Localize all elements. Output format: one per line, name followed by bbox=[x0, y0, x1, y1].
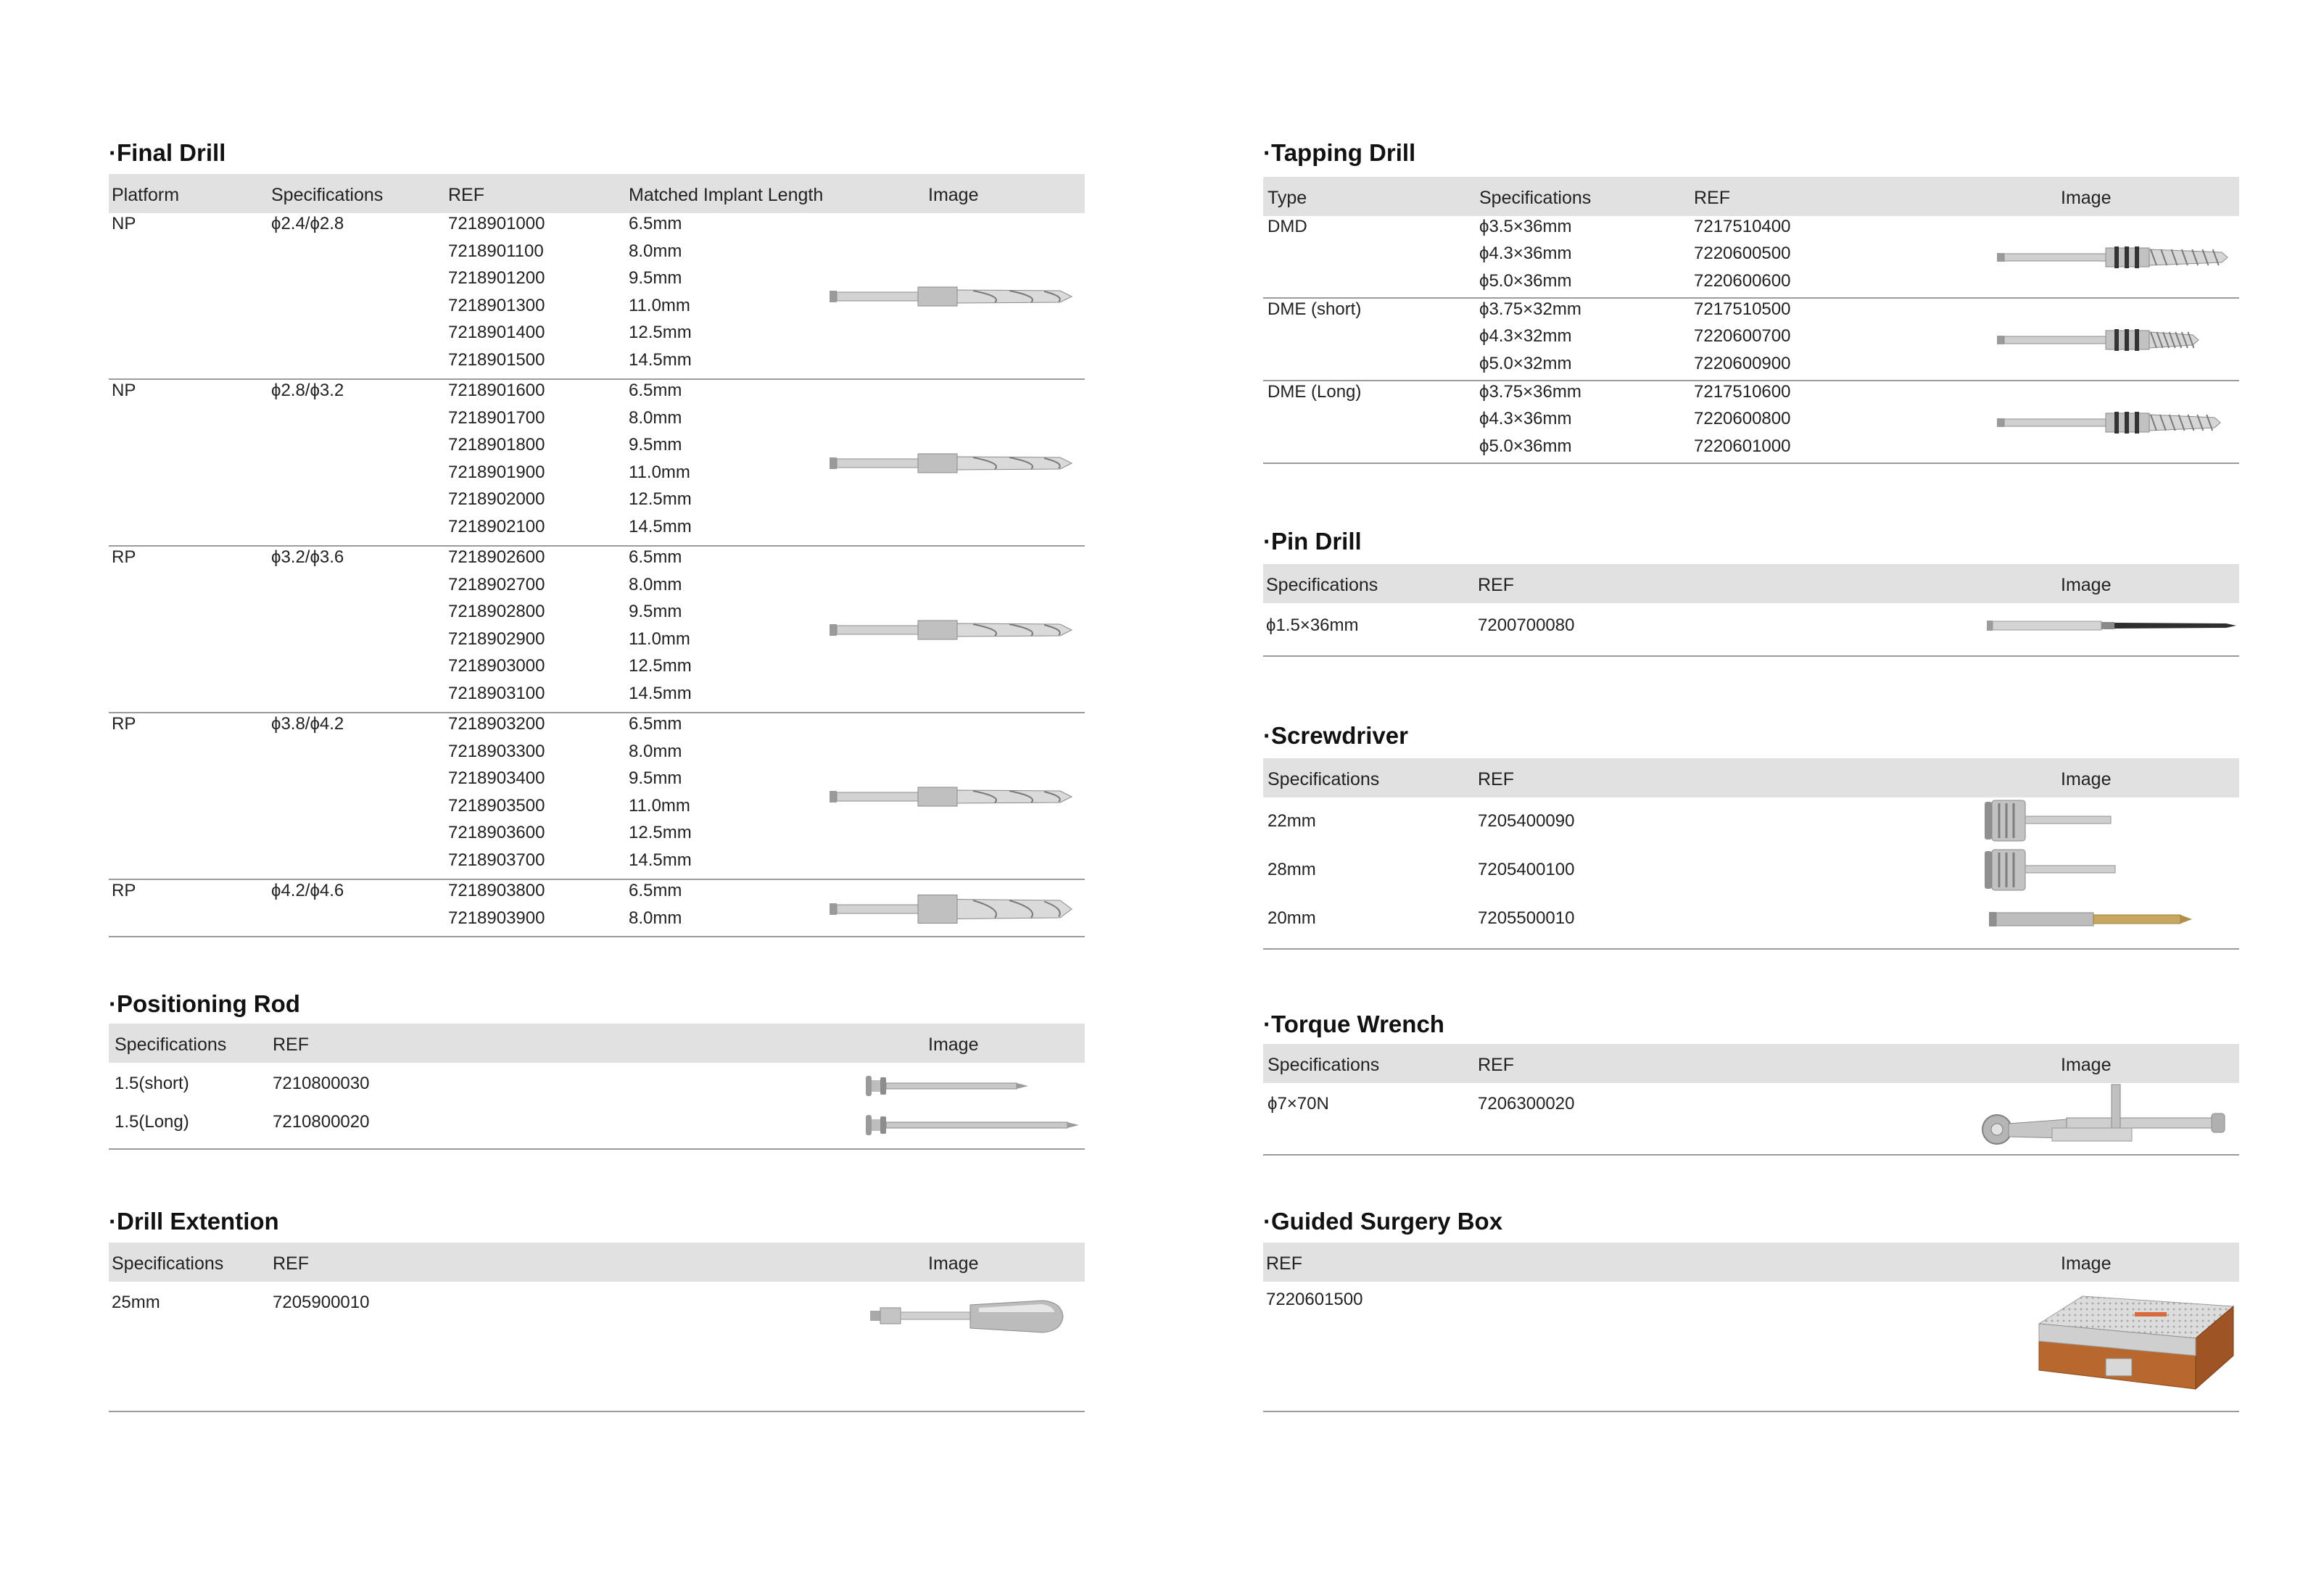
platform-cell: RP bbox=[112, 881, 136, 900]
ref-cell: 7218903300 bbox=[448, 742, 545, 761]
type-cell: DME (short) bbox=[1268, 299, 1362, 319]
torque-wrench-icon bbox=[1980, 1085, 2230, 1150]
tapping-drill-icon bbox=[1997, 322, 2236, 358]
surgery-box-icon bbox=[2026, 1289, 2236, 1409]
tapping-drill-icon bbox=[1997, 405, 2236, 441]
header-specifications: Specifications bbox=[1268, 1055, 1380, 1075]
ref-cell: 7205400100 bbox=[1478, 860, 1575, 879]
ref-cell: 7205400090 bbox=[1478, 811, 1575, 831]
surgical-drill-icon bbox=[828, 608, 1075, 652]
header-image: Image bbox=[2061, 1055, 2112, 1075]
ref-cell: 7220601500 bbox=[1266, 1290, 1363, 1309]
table-header bbox=[109, 174, 1085, 213]
table-header bbox=[109, 1024, 1085, 1063]
header-ref: REF bbox=[1478, 575, 1514, 595]
header-image: Image bbox=[2061, 575, 2112, 595]
ref-cell: 7217510600 bbox=[1694, 382, 1791, 402]
ref-cell: 7220600500 bbox=[1694, 244, 1791, 263]
header-specifications: Specifications bbox=[1479, 188, 1592, 208]
length-cell: 9.5mm bbox=[629, 268, 682, 288]
length-cell: 9.5mm bbox=[629, 435, 682, 455]
ref-cell: 7218902600 bbox=[448, 547, 545, 567]
ref-cell: 7218902800 bbox=[448, 602, 545, 621]
ref-cell: 7218902000 bbox=[448, 489, 545, 509]
ref-cell: 7218901800 bbox=[448, 435, 545, 455]
ref-cell: 7218903000 bbox=[448, 656, 545, 676]
spec-cell: 25mm bbox=[112, 1293, 160, 1312]
length-cell: 11.0mm bbox=[629, 796, 690, 816]
ref-cell: 7217510500 bbox=[1694, 299, 1791, 319]
header-ref: REF bbox=[273, 1253, 309, 1274]
spec-cell: ϕ4.3×32mm bbox=[1479, 326, 1572, 346]
spec-cell: 1.5(short) bbox=[115, 1074, 189, 1093]
tapping-drill-group bbox=[1263, 299, 2239, 381]
header-specifications: Specifications bbox=[112, 1253, 224, 1274]
surgical-drill-icon bbox=[828, 275, 1075, 318]
ref-cell: 7218903700 bbox=[448, 850, 545, 870]
surgical-drill-icon bbox=[828, 887, 1075, 931]
ref-cell: 7220601000 bbox=[1694, 436, 1791, 456]
length-cell: 14.5mm bbox=[629, 517, 692, 536]
tapping-drill-group bbox=[1263, 381, 2239, 464]
length-cell: 9.5mm bbox=[629, 602, 682, 621]
ref-cell: 7210800030 bbox=[273, 1074, 370, 1093]
type-cell: DME (Long) bbox=[1268, 382, 1362, 402]
header-specifications: Specifications bbox=[1266, 575, 1378, 595]
ref-cell: 7205900010 bbox=[273, 1293, 370, 1312]
ref-cell: 7218903900 bbox=[448, 908, 545, 928]
ref-cell: 7218901100 bbox=[448, 241, 544, 261]
final-drill-group bbox=[109, 880, 1085, 937]
final-drill-group bbox=[109, 380, 1085, 547]
spec-cell: 1.5(Long) bbox=[115, 1112, 189, 1132]
ref-cell: 7218901700 bbox=[448, 408, 545, 428]
spec-cell: ϕ4.3×36mm bbox=[1479, 409, 1572, 428]
length-cell: 6.5mm bbox=[629, 214, 682, 233]
ref-cell: 7218903600 bbox=[448, 823, 545, 842]
header-ref: REF bbox=[1478, 769, 1514, 789]
length-cell: 6.5mm bbox=[629, 881, 682, 900]
table-header bbox=[1263, 758, 2239, 797]
length-cell: 12.5mm bbox=[629, 489, 692, 509]
ref-cell: 7218903800 bbox=[448, 881, 545, 900]
ref-cell: 7218903200 bbox=[448, 714, 545, 734]
header-image: Image bbox=[928, 185, 979, 205]
ref-cell: 7218901200 bbox=[448, 268, 545, 288]
length-cell: 8.0mm bbox=[629, 908, 682, 928]
section-title: ·Screwdriver bbox=[1263, 722, 1408, 749]
header-specifications: Specifications bbox=[271, 185, 384, 205]
section-bottom-line bbox=[109, 1411, 1085, 1412]
positioning-rod-icon bbox=[863, 1071, 1080, 1144]
section-title: ·Pin Drill bbox=[1263, 528, 1362, 555]
spec-cell: ϕ4.2/ϕ4.6 bbox=[271, 881, 344, 900]
table-header bbox=[1263, 1243, 2239, 1282]
ref-cell: 7217510400 bbox=[1694, 217, 1791, 236]
length-cell: 9.5mm bbox=[629, 768, 682, 788]
length-cell: 14.5mm bbox=[629, 684, 692, 703]
surgical-drill-icon bbox=[828, 775, 1075, 818]
header-image: Image bbox=[2061, 188, 2112, 208]
ref-cell: 7218903400 bbox=[448, 768, 545, 788]
ref-cell: 7218902900 bbox=[448, 629, 545, 649]
length-cell: 12.5mm bbox=[629, 323, 692, 342]
spec-cell: ϕ2.4/ϕ2.8 bbox=[271, 214, 344, 233]
spec-cell: ϕ3.5×36mm bbox=[1479, 217, 1572, 236]
ref-cell: 7218902700 bbox=[448, 575, 545, 594]
pin-drill-icon bbox=[1987, 615, 2237, 636]
length-cell: 14.5mm bbox=[629, 350, 692, 370]
spec-cell: ϕ3.75×32mm bbox=[1479, 299, 1581, 319]
spec-cell: 22mm bbox=[1268, 811, 1316, 831]
length-cell: 6.5mm bbox=[629, 381, 682, 400]
section-bottom-line bbox=[1263, 948, 2239, 950]
ref-cell: 7210800020 bbox=[273, 1112, 370, 1132]
ref-cell: 7218901600 bbox=[448, 381, 545, 400]
header-matched-length: Matched Implant Length bbox=[629, 185, 824, 205]
ref-cell: 7220600600 bbox=[1694, 271, 1791, 291]
platform-cell: NP bbox=[112, 214, 136, 233]
spec-cell: 20mm bbox=[1268, 908, 1316, 928]
ref-cell: 7200700080 bbox=[1478, 615, 1575, 635]
final-drill-group bbox=[109, 713, 1085, 880]
spec-cell: ϕ3.8/ϕ4.2 bbox=[271, 714, 344, 734]
header-ref: REF bbox=[1694, 188, 1730, 208]
header-ref: REF bbox=[273, 1034, 309, 1055]
spec-cell: ϕ5.0×36mm bbox=[1479, 271, 1572, 291]
table-header bbox=[1263, 564, 2239, 603]
ref-cell: 7218901500 bbox=[448, 350, 545, 370]
length-cell: 12.5mm bbox=[629, 656, 692, 676]
ref-cell: 7218901900 bbox=[448, 463, 545, 482]
spec-cell: ϕ7×70N bbox=[1268, 1094, 1329, 1114]
section-title: ·Positioning Rod bbox=[109, 990, 300, 1017]
header-type: Type bbox=[1268, 188, 1307, 208]
length-cell: 11.0mm bbox=[629, 463, 690, 482]
final-drill-group bbox=[109, 547, 1085, 713]
length-cell: 6.5mm bbox=[629, 547, 682, 567]
header-image: Image bbox=[928, 1034, 979, 1055]
platform-cell: RP bbox=[112, 714, 136, 734]
section-bottom-line bbox=[1263, 1411, 2239, 1412]
section-title: ·Torque Wrench bbox=[1263, 1011, 1444, 1037]
length-cell: 14.5mm bbox=[629, 850, 692, 870]
ref-cell: 7218902100 bbox=[448, 517, 545, 536]
section-title: ·Final Drill bbox=[109, 139, 226, 166]
section-bottom-line bbox=[1263, 1154, 2239, 1156]
header-ref: REF bbox=[448, 185, 484, 205]
ref-cell: 7218903500 bbox=[448, 796, 545, 816]
spec-cell: ϕ5.0×32mm bbox=[1479, 354, 1572, 373]
length-cell: 6.5mm bbox=[629, 714, 682, 734]
header-image: Image bbox=[2061, 1253, 2112, 1274]
spec-cell: ϕ2.8/ϕ3.2 bbox=[271, 381, 344, 400]
header-ref: REF bbox=[1266, 1253, 1302, 1274]
length-cell: 8.0mm bbox=[629, 742, 682, 761]
type-cell: DMD bbox=[1268, 217, 1307, 236]
spec-cell: ϕ5.0×36mm bbox=[1479, 436, 1572, 456]
length-cell: 8.0mm bbox=[629, 575, 682, 594]
ref-cell: 7206300020 bbox=[1478, 1094, 1575, 1114]
ref-cell: 7220600700 bbox=[1694, 326, 1791, 346]
section-bottom-line bbox=[109, 1148, 1085, 1150]
header-specifications: Specifications bbox=[1268, 769, 1380, 789]
ref-cell: 7218901400 bbox=[448, 323, 545, 342]
spec-cell: ϕ1.5×36mm bbox=[1266, 615, 1359, 635]
spec-cell: ϕ3.2/ϕ3.6 bbox=[271, 547, 344, 567]
table-header bbox=[1263, 1044, 2239, 1083]
ref-cell: 7220600900 bbox=[1694, 354, 1791, 373]
section-bottom-line bbox=[1263, 655, 2239, 657]
ref-cell: 7218901000 bbox=[448, 214, 545, 233]
platform-cell: RP bbox=[112, 547, 136, 567]
length-cell: 12.5mm bbox=[629, 823, 692, 842]
ref-cell: 7218901300 bbox=[448, 296, 545, 315]
drill-extension-icon bbox=[870, 1295, 1073, 1338]
tapping-drill-group bbox=[1263, 216, 2239, 299]
spec-cell: ϕ3.75×36mm bbox=[1479, 382, 1581, 402]
ref-cell: 7218903100 bbox=[448, 684, 545, 703]
surgical-drill-icon bbox=[828, 441, 1075, 485]
spec-cell: ϕ4.3×36mm bbox=[1479, 244, 1572, 263]
table-header bbox=[1263, 177, 2239, 216]
ref-cell: 7205500010 bbox=[1478, 908, 1575, 928]
table-header bbox=[109, 1243, 1085, 1282]
header-image: Image bbox=[2061, 769, 2112, 789]
length-cell: 8.0mm bbox=[629, 241, 682, 261]
header-image: Image bbox=[928, 1253, 979, 1274]
section-title: ·Tapping Drill bbox=[1263, 139, 1416, 166]
tapping-drill-icon bbox=[1997, 239, 2236, 275]
length-cell: 11.0mm bbox=[629, 629, 690, 649]
platform-cell: NP bbox=[112, 381, 136, 400]
header-specifications: Specifications bbox=[115, 1034, 227, 1055]
header-ref: REF bbox=[1478, 1055, 1514, 1075]
header-platform: Platform bbox=[112, 185, 180, 205]
spec-cell: 28mm bbox=[1268, 860, 1316, 879]
length-cell: 8.0mm bbox=[629, 408, 682, 428]
ref-cell: 7220600800 bbox=[1694, 409, 1791, 428]
section-title: ·Drill Extention bbox=[109, 1208, 279, 1235]
length-cell: 11.0mm bbox=[629, 296, 690, 315]
final-drill-group bbox=[109, 213, 1085, 380]
screwdriver-icon bbox=[1985, 799, 2202, 937]
section-title: ·Guided Surgery Box bbox=[1263, 1208, 1503, 1235]
